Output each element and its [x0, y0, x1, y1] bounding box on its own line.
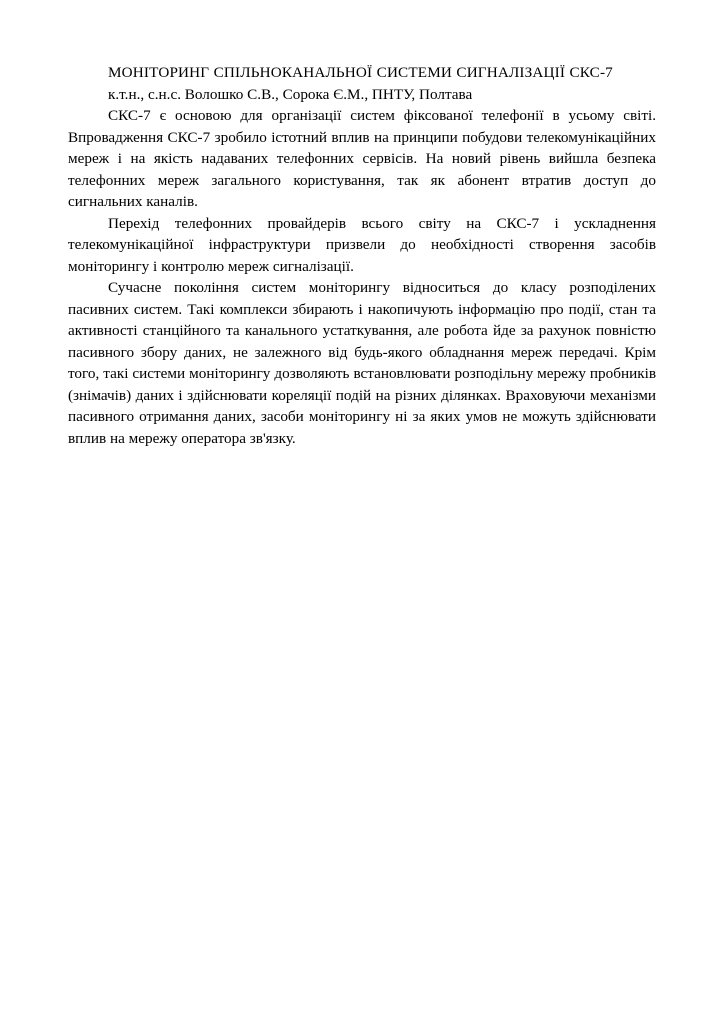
body-paragraph-3: Сучасне покоління систем моніторингу відноситься до класу розподілених пасивних систем. Такі комплекси збирають і накопичують інформацію про події, стан та активності станційного та канального устаткування, але робота йде за рахунок повністю пасивного збору даних, не залежного від будь-якого обладнання мереж передачі. Крім того, такі системи моніторингу дозволяють встановлювати розподільну мережу пробників (знімачів) даних і здійснювати кореляції подій на різних ділянках. Враховуючи механізми пасивного отримання даних, засоби моніторингу ні за яких умов не можуть здійснювати вплив на мережу оператора зв'язку.	[68, 279, 656, 447]
page-title: МОНІТОРИНГ СПІЛЬНОКАНАЛЬНОЇ СИСТЕМИ СИГНАЛІЗАЦІЇ СКС-7	[108, 64, 613, 81]
body-paragraph-1: СКС-7 є основою для організації систем фіксованої телефонії в усьому світі. Впровадження СКС-7 зробило істотний вплив на принципи побудови телекомунікаційних мереж і на якість надаваних телефонних сервісів. На новий рівень вийшла безпека телефонних мереж загального користування, так як абонент втратив доступ до сигнальних каналів.	[68, 107, 656, 210]
document-text-column	[68, 62, 656, 449]
body-paragraph-2: Перехід телефонних провайдерів всього світу на СКС-7 і ускладнення телекомунікаційної інфраструктури призвели до необхідності створення засобів моніторингу і контролю мереж сигналізації.	[68, 214, 656, 275]
author-byline: к.т.н., с.н.с. Волошко С.В., Сорока Є.М., ПНТУ, Полтава	[108, 85, 473, 103]
